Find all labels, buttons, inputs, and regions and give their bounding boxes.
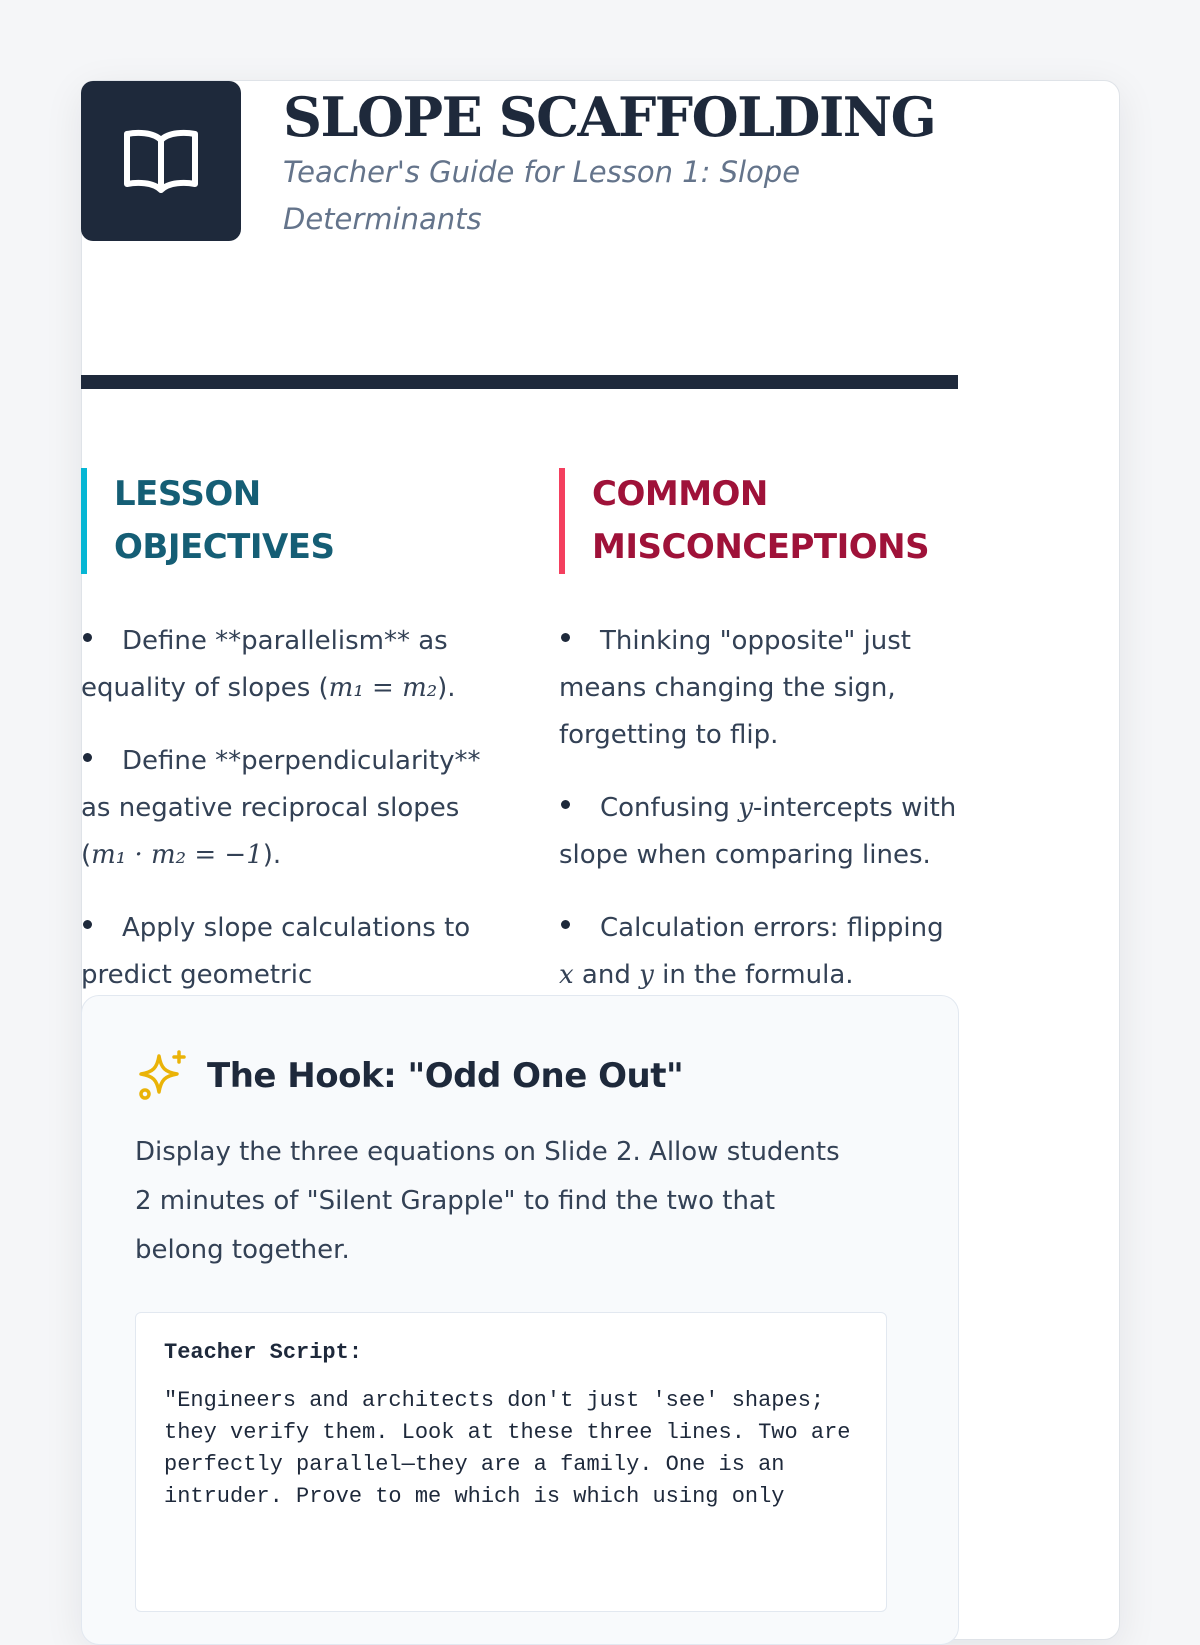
open-book-icon (123, 126, 199, 196)
page-subtitle: Teacher's Guide for Lesson 1: Slope Determinants (283, 155, 801, 236)
objectives-list (81, 618, 481, 1046)
math-expression: x (559, 960, 574, 990)
script-label: Teacher Script: (164, 1340, 363, 1365)
header-divider (81, 375, 958, 389)
hook-title: The Hook: "Odd One Out" (207, 1056, 684, 1096)
list-item: Calculation errors: flipping x and y in the formula. (559, 913, 944, 990)
misconceptions-section (559, 468, 959, 1025)
hook-description: Display the three equations on Slide 2. Allow students 2 minutes of "Silent Grapple" to find the two that belong together. (135, 1137, 840, 1265)
teacher-script-box (135, 1312, 887, 1612)
list-item: Define **parallelism** as equality of slopes (m₁ = m₂). (81, 626, 456, 703)
misconceptions-list (559, 618, 959, 999)
header (81, 81, 958, 241)
objectives-section (81, 468, 481, 1072)
math-expression: y (639, 960, 654, 990)
page-title: SLOPE SCAFFOLDING (283, 85, 936, 149)
logo-badge (81, 81, 241, 241)
list-item: Define **perpendicularity** as negative reciprocal slopes (m₁ · m₂ = −1). (81, 746, 481, 870)
math-expression: y (738, 793, 753, 823)
math-expression: m₁ = m₂ (328, 673, 438, 703)
misconceptions-heading: COMMON MISCONCEPTIONS (559, 468, 959, 574)
list-item: Confusing y-intercepts with slope when comparing lines. (559, 793, 957, 870)
script-text: "Engineers and architects don't just 'see' shapes; they verify them. Look at these three lines. Two are perfectly parallel—they are a family. One is an intruder. Prove to me which is which using only (164, 1388, 851, 1509)
list-item: Apply slope calculations to predict geometric (81, 913, 471, 990)
hook-header (135, 1048, 683, 1104)
list-item: Thinking "opposite" just means changing the sign, forgetting to flip. (559, 626, 911, 750)
sparkles-icon (135, 1048, 191, 1104)
objectives-heading: LESSON OBJECTIVES (81, 468, 481, 574)
hook-section (81, 995, 959, 1645)
math-expression: m₁ · m₂ = −1 (91, 840, 263, 870)
